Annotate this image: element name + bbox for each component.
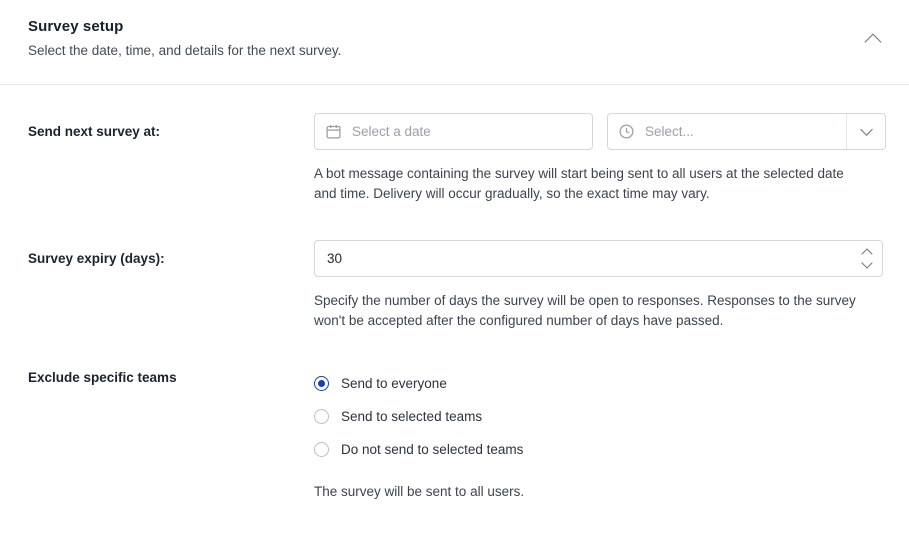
exclude-teams-row [28,367,881,502]
exclude-teams-label: Exclude specific teams [28,370,177,385]
time-select-placeholder: Select... [645,124,694,139]
send-next-survey-row [28,113,881,204]
send-next-survey-label: Send next survey at: [28,124,161,139]
survey-expiry-input[interactable] [314,240,883,277]
radio-label: Do not send to selected teams [341,441,524,457]
radio-label: Send to selected teams [341,408,483,424]
survey-expiry-field [314,240,883,331]
chevron-down-glyph [860,123,873,136]
chevron-up-icon[interactable] [861,28,885,52]
panel-body [0,113,909,502]
panel-header [0,0,909,85]
survey-expiry-label: Survey expiry (days): [28,251,165,266]
radio-label: Send to everyone [341,375,447,391]
radio-indicator [314,376,329,391]
calendar-icon [325,123,342,140]
send-next-survey-field [314,113,886,204]
date-input-placeholder: Select a date [352,124,431,139]
page-title: Survey setup [28,18,124,35]
chevron-down-icon[interactable] [846,114,885,149]
audience-note: The survey will be sent to all users. [314,484,525,499]
quantity-stepper[interactable] [860,248,874,270]
radio-indicator [314,442,329,457]
datetime-inputs [314,113,886,150]
date-input[interactable] [314,113,593,150]
radio-indicator [314,409,329,424]
audience-radio-group [314,367,881,466]
stepper-down-icon[interactable] [861,257,872,268]
expiry-help-text: Specify the number of days the survey will be open to responses. Responses to the survey won't be accepted after the configured number of days have passed. [314,293,856,328]
chevron-up-glyph [865,34,882,51]
radio-do-not-send-to-selected-teams[interactable] [314,433,881,466]
radio-send-to-selected-teams[interactable] [314,400,881,433]
survey-expiry-value: 30 [327,251,343,266]
schedule-help-text: A bot message containing the survey will start being sent to all users at the selected date and time. Delivery will occur gradually, so the exact time may vary. [314,166,844,201]
clock-icon [618,123,635,140]
time-select[interactable] [607,113,886,150]
page-subtitle: Select the date, time, and details for the next survey. [28,43,342,58]
survey-expiry-row [28,240,881,331]
radio-send-to-everyone[interactable] [314,367,881,400]
exclude-teams-field [314,367,881,502]
